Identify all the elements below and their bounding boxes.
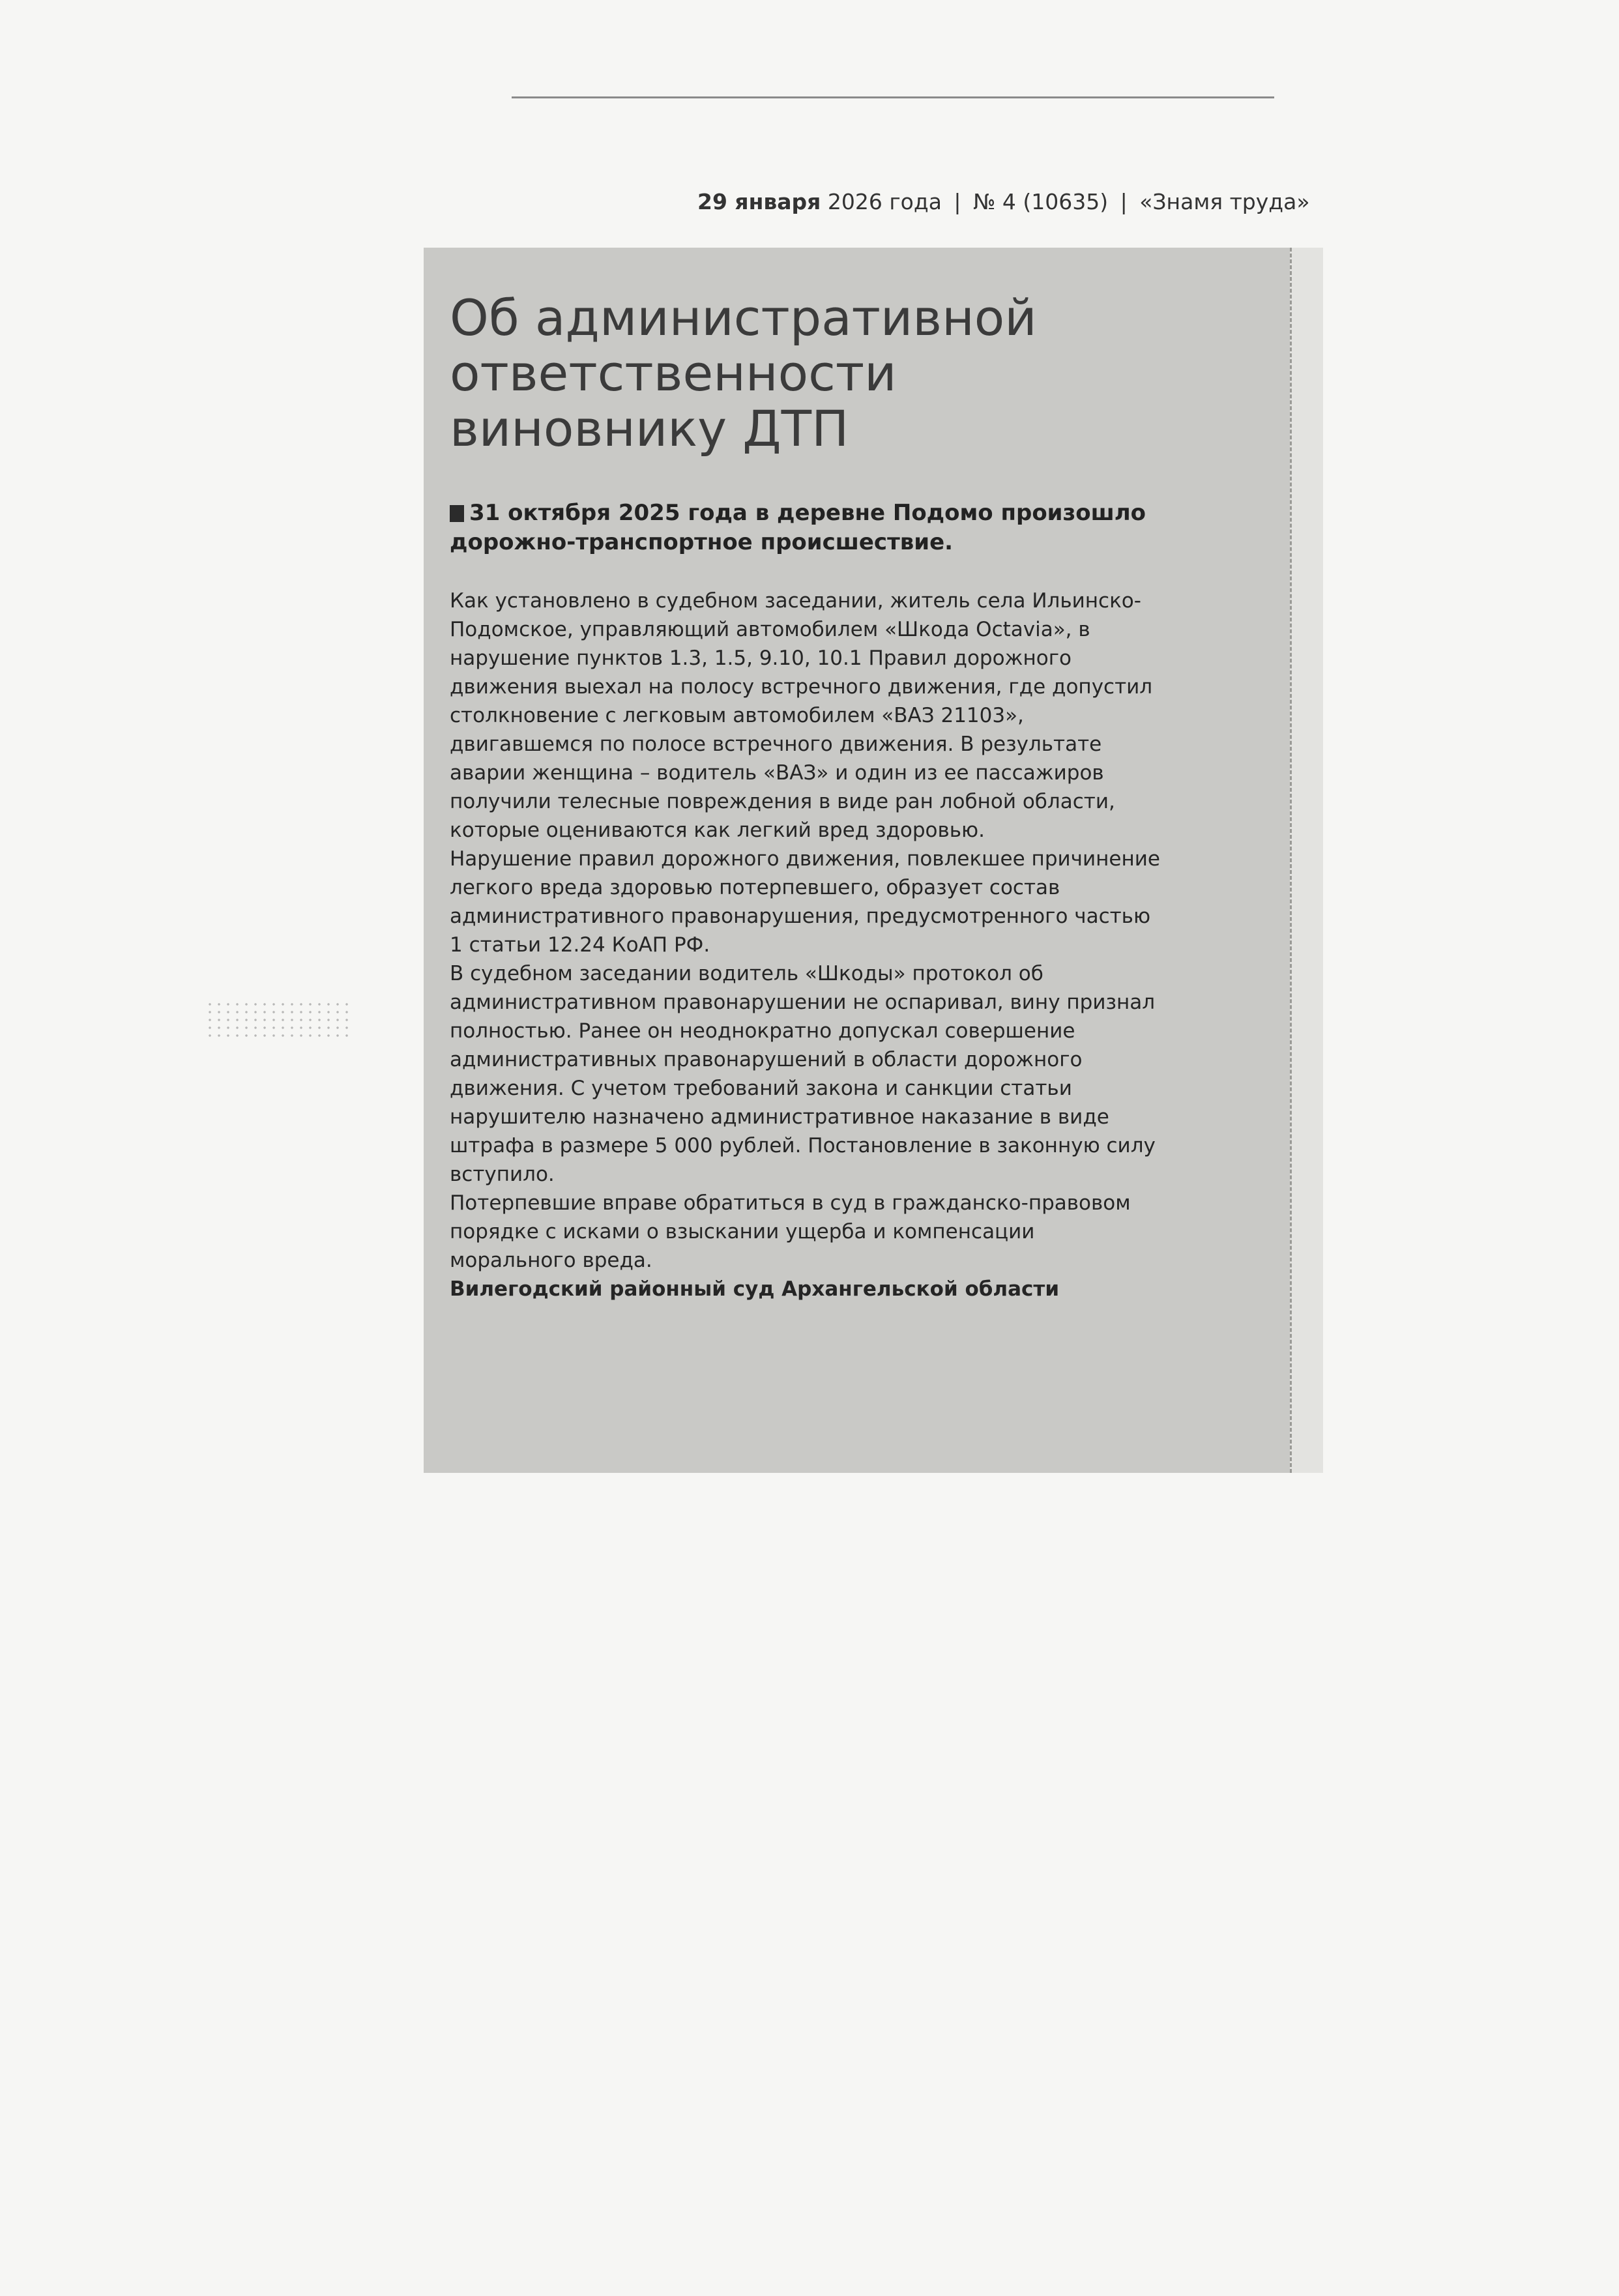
article-paragraph: В судебном заседании водитель «Шкоды» протокол об административном правонарушении не оспаривал, вину признал полностью. Ранее он неоднократно допускал совершение административных правонарушений в области дорожного движения. С учетом требований закона и санкции статьи нарушителю назначено административное наказание в виде штрафа в размере 5 000 рублей. Постановление в законную силу вступило.: [450, 962, 1156, 1186]
newspaper-clipping: [424, 248, 1323, 1473]
masthead: [697, 186, 1310, 218]
article-paragraph: Как установлено в судебном заседании, житель села Ильинско-Подомское, управляющий автомобилем «Шкода Octavia», в нарушение пунктов 1.3, 1.5, 9.10, 10.1 Правил дорожного движения выехал на полосу встречного движения, где допустил столкновение с легковым автомобилем «ВАЗ 21103», двигавшемся по полосе встречного движения. В результате аварии женщина – водитель «ВАЗ» и один из ее пассажиров получили телесные повреждения в виде ран лобной области, которые оцениваются как легкий вред здоровью.: [450, 589, 1153, 842]
issue-number: № 4 (10635): [973, 189, 1109, 214]
top-rule: [512, 96, 1274, 98]
issue-date-year: 2026 года: [827, 189, 942, 214]
article-paragraph: Нарушение правил дорожного движения, повлекшее причинение легкого вреда здоровью потерпевшего, образует состав административного правонарушения, предусмотренного частью 1 статьи 12.24 КоАП РФ.: [450, 847, 1160, 957]
article-headline: Об административной ответственности виновнику ДТП: [450, 289, 1037, 458]
article-paragraph: Потерпевшие вправе обратиться в суд в гражданско-правовом порядке с исками о взыскании ущерба и компенсации морального вреда.: [450, 1191, 1131, 1272]
lead-square-icon: [450, 505, 464, 522]
article-body: [450, 587, 1160, 1303]
article-lead: [450, 499, 1193, 557]
issue-date-day: 29 января: [697, 189, 821, 214]
masthead-separator: |: [1120, 189, 1128, 214]
clipping-cut-edge: [1290, 248, 1323, 1473]
scan-speckle-artifact: [205, 1000, 349, 1039]
article-byline: Вилегодский районный суд Архангельской области: [450, 1277, 1060, 1301]
newspaper-name: «Знамя труда»: [1139, 189, 1310, 214]
article-lead-text: 31 октября 2025 года в деревне Подомо произошло дорожно-транспортное происшествие.: [450, 500, 1146, 555]
masthead-separator: |: [954, 189, 961, 214]
